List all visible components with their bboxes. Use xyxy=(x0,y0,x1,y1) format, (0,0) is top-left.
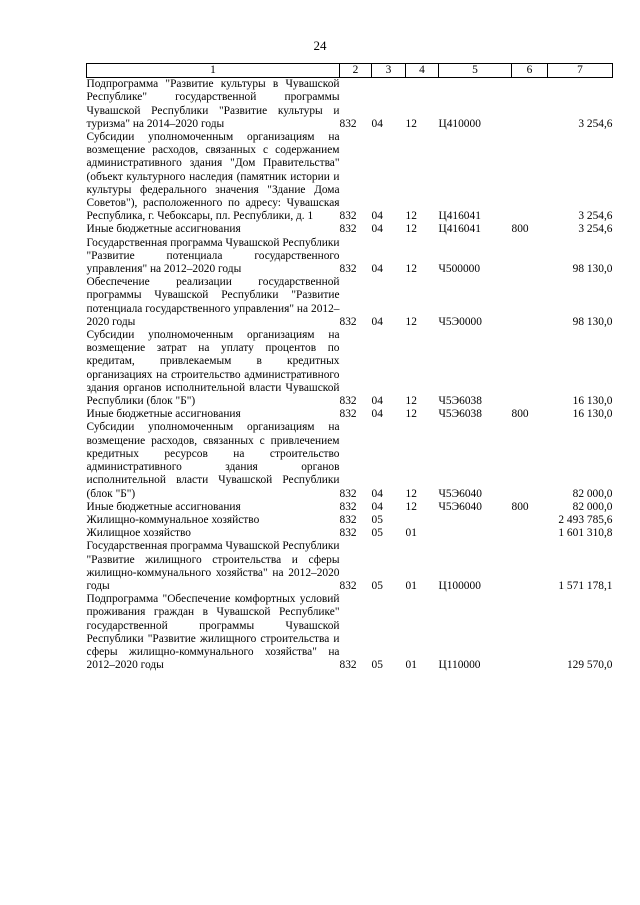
target-article-cell: Ч5Э6040 xyxy=(438,500,482,513)
row-description: Субсидии уполномоченным организациям на возмещение расходов, связанных с содержанием административного здания "Дом Правительства" (объект культурного наследия (памятник истории и культуры федерального значения "Здание Дома Советов"), расположенного по адресу: Чувашская Республика, г. Чебоксары, пл. Республики, д. 1 xyxy=(86,131,340,223)
target-article-cell: Ц100000 xyxy=(438,579,481,592)
amount-cell: 16 130,0 xyxy=(572,408,613,421)
row-description: Государственная программа Чувашской Республики "Развитие жилищного строительства и сферы жилищно-коммунального хозяйства" на 2012–2020 годы xyxy=(86,540,340,592)
target-article-cell: Ц416041 xyxy=(438,223,481,236)
row-description: Подпрограмма "Обеспечение комфортных условий проживания граждан в Чувашской Республике" государственной программы Чувашской Республики "Развитие жилищного строительства и сферы жилищно-коммунального хозяйства" на 2012–2020 годы xyxy=(86,593,340,672)
expense-type-cell xyxy=(512,540,548,593)
code-cell: 832 xyxy=(339,487,357,500)
expense-type-cell xyxy=(512,237,548,277)
code-cell: 832 xyxy=(339,395,357,408)
expense-type-cell xyxy=(512,593,548,672)
expense-type-cell xyxy=(512,527,548,540)
section-cell: 05 xyxy=(371,513,383,526)
table-row xyxy=(87,421,613,500)
table-row xyxy=(87,501,613,514)
expense-type-cell: 800 xyxy=(511,223,529,236)
expense-type-cell: 800 xyxy=(511,408,529,421)
table-row xyxy=(87,329,613,408)
code-cell: 832 xyxy=(339,210,357,223)
subsection-cell: 12 xyxy=(405,223,417,236)
subsection-cell: 12 xyxy=(405,487,417,500)
expense-type-cell xyxy=(512,276,548,329)
section-cell: 04 xyxy=(371,500,383,513)
section-cell: 05 xyxy=(371,527,383,540)
section-cell: 05 xyxy=(371,659,383,672)
target-article-cell xyxy=(439,527,512,540)
subsection-cell: 12 xyxy=(405,263,417,276)
subsection-cell: 01 xyxy=(405,659,417,672)
code-cell: 832 xyxy=(339,527,357,540)
expense-type-cell xyxy=(512,78,548,131)
table-row xyxy=(87,593,613,672)
code-cell: 832 xyxy=(339,659,357,672)
amount-cell: 2 493 785,6 xyxy=(558,513,613,526)
subsection-cell: 01 xyxy=(405,579,417,592)
section-cell: 04 xyxy=(371,487,383,500)
target-article-cell: Ч5Э6038 xyxy=(438,408,482,421)
table-row xyxy=(87,540,613,593)
column-header: 1 xyxy=(87,64,340,78)
expense-type-cell: 800 xyxy=(511,500,529,513)
code-cell: 832 xyxy=(339,223,357,236)
target-article-cell xyxy=(439,514,512,527)
amount-cell: 129 570,0 xyxy=(566,659,613,672)
row-description: Государственная программа Чувашской Республики "Развитие потенциала государственного управления" на 2012–2020 годы xyxy=(86,236,340,276)
row-description: Жилищно-коммунальное хозяйство xyxy=(86,513,260,526)
target-article-cell: Ч5Э6038 xyxy=(438,395,482,408)
table-row xyxy=(87,408,613,421)
table-row xyxy=(87,131,613,223)
table-row xyxy=(87,223,613,236)
code-cell: 832 xyxy=(339,263,357,276)
code-cell: 832 xyxy=(339,315,357,328)
section-cell: 04 xyxy=(371,223,383,236)
section-cell: 04 xyxy=(371,408,383,421)
target-article-cell: Ц410000 xyxy=(438,117,481,130)
table-row xyxy=(87,527,613,540)
table-header-row xyxy=(87,64,613,78)
column-header: 3 xyxy=(372,64,406,78)
target-article-cell: Ч5Э0000 xyxy=(438,315,482,328)
row-description: Жилищное хозяйство xyxy=(86,527,192,540)
subsection-cell: 12 xyxy=(405,117,417,130)
amount-cell: 1 571 178,1 xyxy=(558,579,613,592)
amount-cell: 82 000,0 xyxy=(572,487,613,500)
expense-type-cell xyxy=(512,514,548,527)
subsection-cell: 12 xyxy=(405,315,417,328)
table-row xyxy=(87,78,613,131)
table-row xyxy=(87,514,613,527)
budget-table xyxy=(86,63,613,672)
row-description: Подпрограмма "Развитие культуры в Чувашской Республике" государственной программы Чувашской Республики "Развитие культуры и туризма" на 2014–2020 годы xyxy=(86,78,340,130)
amount-cell: 82 000,0 xyxy=(572,500,613,513)
section-cell: 04 xyxy=(371,395,383,408)
section-cell: 04 xyxy=(371,210,383,223)
section-cell: 04 xyxy=(371,263,383,276)
amount-cell: 16 130,0 xyxy=(572,395,613,408)
subsection-cell: 12 xyxy=(405,408,417,421)
row-description: Иные бюджетные ассигнования xyxy=(86,408,241,421)
section-cell: 05 xyxy=(371,579,383,592)
code-cell: 832 xyxy=(339,500,357,513)
code-cell: 832 xyxy=(339,117,357,130)
target-article-cell: Ч500000 xyxy=(438,263,481,276)
subsection-cell: 12 xyxy=(405,210,417,223)
section-cell: 04 xyxy=(371,117,383,130)
row-description: Обеспечение реализации государственной программы Чувашской Республики "Развитие потенциала государственного управления" на 2012–2020 годы xyxy=(86,276,340,328)
expense-type-cell xyxy=(512,421,548,500)
code-cell: 832 xyxy=(339,408,357,421)
column-header: 5 xyxy=(439,64,512,78)
table-row xyxy=(87,276,613,329)
amount-cell: 3 254,6 xyxy=(578,223,613,236)
code-cell: 832 xyxy=(339,579,357,592)
column-header: 4 xyxy=(406,64,439,78)
column-header: 2 xyxy=(340,64,372,78)
amount-cell: 1 601 310,8 xyxy=(558,527,613,540)
amount-cell: 98 130,0 xyxy=(572,315,613,328)
target-article-cell: Ч5Э6040 xyxy=(438,487,482,500)
column-header: 6 xyxy=(512,64,548,78)
target-article-cell: Ц110000 xyxy=(438,659,481,672)
row-description: Субсидии уполномоченным организациям на возмещение расходов, связанных с привлечением кредитных ресурсов на строительство административного здания органов исполнительной власти Чувашской Республики (блок "Б") xyxy=(86,421,340,500)
code-cell: 832 xyxy=(339,513,357,526)
expense-type-cell xyxy=(512,131,548,223)
page-number: 24 xyxy=(313,38,327,53)
expense-type-cell xyxy=(512,329,548,408)
subsection-cell: 12 xyxy=(405,395,417,408)
amount-cell: 3 254,6 xyxy=(578,210,613,223)
section-cell: 04 xyxy=(371,315,383,328)
subsection-cell: 12 xyxy=(405,500,417,513)
table-row xyxy=(87,237,613,277)
amount-cell: 3 254,6 xyxy=(578,117,613,130)
subsection-cell xyxy=(406,514,439,527)
column-header: 7 xyxy=(548,64,613,78)
row-description: Субсидии уполномоченным организациям на возмещение затрат на уплату процентов по кредитам, привлекаемым в кредитных организациях на строительство административного здания органов исполнительной власти Чувашской Республики (блок "Б") xyxy=(86,329,340,408)
subsection-cell: 01 xyxy=(405,527,417,540)
target-article-cell: Ц416041 xyxy=(438,210,481,223)
amount-cell: 98 130,0 xyxy=(572,263,613,276)
row-description: Иные бюджетные ассигнования xyxy=(86,500,241,513)
row-description: Иные бюджетные ассигнования xyxy=(86,223,241,236)
